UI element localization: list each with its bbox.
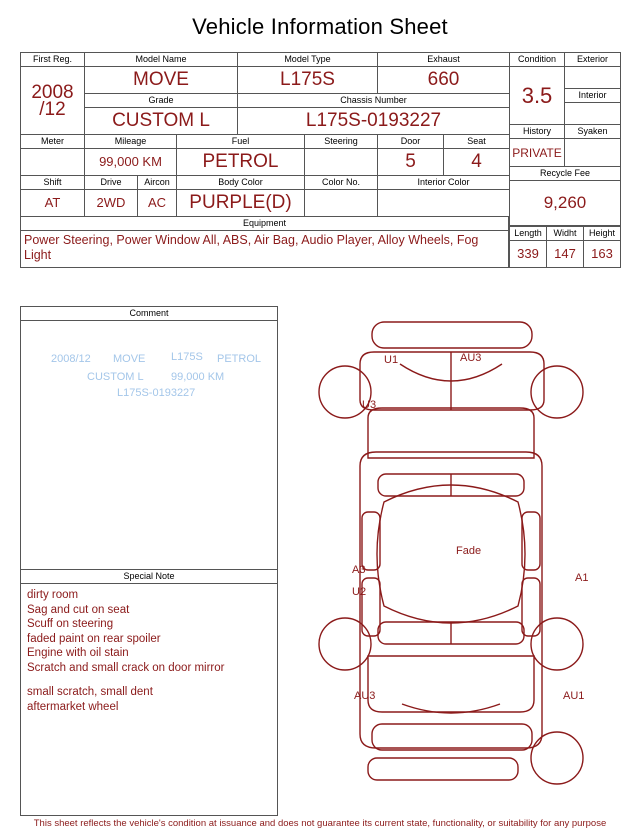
vehicle-outline-svg bbox=[282, 306, 620, 806]
header-first-reg: First Reg. bbox=[21, 53, 85, 67]
header-condition: Condition bbox=[510, 53, 565, 67]
value-model-name: MOVE bbox=[85, 67, 238, 94]
value-drive: 2WD bbox=[85, 190, 138, 217]
watermark-text: MOVE bbox=[113, 353, 146, 365]
value-width: 147 bbox=[547, 241, 584, 268]
specs-table bbox=[20, 52, 510, 217]
specs-right-block bbox=[509, 52, 620, 268]
value-first-reg-month: /12 bbox=[39, 99, 66, 120]
value-mileage: 99,000 KM bbox=[85, 149, 177, 176]
watermark-text: 99,000 KM bbox=[171, 371, 225, 383]
comment-title: Comment bbox=[21, 307, 277, 321]
watermark-text: L175S bbox=[171, 351, 203, 363]
special-note-line: small scratch, small dent bbox=[27, 686, 153, 698]
value-height: 163 bbox=[584, 241, 621, 268]
value-model-type: L175S bbox=[238, 67, 378, 94]
value-interior-color bbox=[378, 190, 510, 217]
watermark-text: CUSTOM L bbox=[87, 371, 144, 383]
damage-label-u1: U1 bbox=[384, 354, 399, 366]
footer-disclaimer: This sheet reflects the vehicle's condition at issuance and does not guarantee its current state, functionality, or suitability for any purpose bbox=[33, 818, 607, 829]
value-first-reg bbox=[21, 67, 85, 135]
special-note-line: Scratch and small crack on door mirror bbox=[27, 661, 225, 674]
value-condition: 3.5 bbox=[510, 67, 565, 125]
value-exterior bbox=[565, 67, 621, 89]
value-body-color: PURPLE(D) bbox=[177, 190, 305, 217]
lower-section bbox=[20, 306, 620, 818]
dimensions-table bbox=[509, 226, 621, 268]
header-drive: Drive bbox=[85, 176, 138, 190]
special-note-line: Engine with oil stain bbox=[27, 647, 129, 659]
header-model-name: Model Name bbox=[85, 53, 238, 67]
header-model-type: Model Type bbox=[238, 53, 378, 67]
special-note-line: dirty room bbox=[27, 589, 79, 601]
damage-label-au1: AU1 bbox=[563, 690, 585, 702]
value-history: PRIVATE bbox=[510, 139, 565, 167]
header-interior: Interior bbox=[565, 89, 621, 103]
header-chassis-number: Chassis Number bbox=[238, 94, 510, 108]
value-interior bbox=[565, 103, 621, 125]
value-color-no bbox=[305, 190, 378, 217]
value-aircon: AC bbox=[138, 190, 177, 217]
special-note-body bbox=[21, 584, 277, 718]
header-exhaust: Exhaust bbox=[378, 53, 510, 67]
value-length: 339 bbox=[510, 241, 547, 268]
specs-left-block bbox=[20, 52, 509, 268]
comment-box bbox=[20, 306, 278, 816]
special-note-line: Sag and cut on seat bbox=[27, 603, 130, 616]
value-shift: AT bbox=[21, 190, 85, 217]
value-recycle-fee: 9,260 bbox=[510, 181, 621, 226]
watermark-text: PETROL bbox=[217, 353, 262, 365]
header-grade: Grade bbox=[85, 94, 238, 108]
page-title: Vehicle Information Sheet bbox=[192, 14, 448, 39]
damage-label-u2: U2 bbox=[352, 586, 367, 598]
header-height: Height bbox=[584, 227, 621, 241]
value-seat: 4 bbox=[444, 149, 510, 176]
header-equipment: Equipment bbox=[20, 217, 509, 231]
value-meter bbox=[21, 149, 85, 176]
header-fuel: Fuel bbox=[177, 135, 305, 149]
header-color-no: Color No. bbox=[305, 176, 378, 190]
header-mileage: Mileage bbox=[85, 135, 177, 149]
header-steering: Steering bbox=[305, 135, 378, 149]
header-body-color: Body Color bbox=[177, 176, 305, 190]
header-door: Door bbox=[378, 135, 444, 149]
value-fuel: PETROL bbox=[177, 149, 305, 176]
condition-table bbox=[509, 52, 621, 226]
special-note-line: Scuff on steering bbox=[27, 618, 114, 630]
header-seat: Seat bbox=[444, 135, 510, 149]
header-history: History bbox=[510, 125, 565, 139]
watermark-text: L175S-0193227 bbox=[117, 387, 196, 399]
header-length: Length bbox=[510, 227, 547, 241]
watermark-text: 2008/12 bbox=[51, 353, 91, 365]
value-door: 5 bbox=[378, 149, 444, 176]
damage-label-fade: Fade bbox=[456, 545, 482, 557]
special-note-line: aftermarket wheel bbox=[27, 700, 119, 713]
damage-label-au3-top: AU3 bbox=[460, 352, 482, 364]
value-syaken bbox=[565, 139, 621, 167]
header-aircon: Aircon bbox=[138, 176, 177, 190]
damage-label-au3-bottom: AU3 bbox=[354, 690, 376, 702]
value-equipment: Power Steering, Power Window All, ABS, Air Bag, Audio Player, Alloy Wheels, Fog Light bbox=[20, 231, 509, 268]
header-meter: Meter bbox=[21, 135, 85, 149]
vehicle-damage-diagram bbox=[282, 306, 620, 806]
value-steering bbox=[305, 149, 378, 176]
header-width: Widht bbox=[547, 227, 584, 241]
header-interior-color: Interior Color bbox=[378, 176, 510, 190]
header-exterior: Exterior bbox=[565, 53, 621, 67]
value-exhaust: 660 bbox=[378, 67, 510, 94]
special-note-line: faded paint on rear spoiler bbox=[27, 632, 161, 645]
special-note-title: Special Note bbox=[21, 569, 277, 584]
header-recycle-fee: Recycle Fee bbox=[510, 167, 621, 181]
header-shift: Shift bbox=[21, 176, 85, 190]
damage-label-a1: A1 bbox=[575, 572, 589, 584]
value-grade: CUSTOM L bbox=[85, 108, 238, 135]
value-first-reg-year: 2008 bbox=[31, 82, 74, 103]
comment-body bbox=[21, 321, 277, 569]
damage-label-u3: U3 bbox=[362, 399, 377, 411]
header-syaken: Syaken bbox=[565, 125, 621, 139]
damage-label-a3: A3 bbox=[352, 564, 366, 576]
value-chassis-number: L175S-0193227 bbox=[238, 108, 510, 135]
